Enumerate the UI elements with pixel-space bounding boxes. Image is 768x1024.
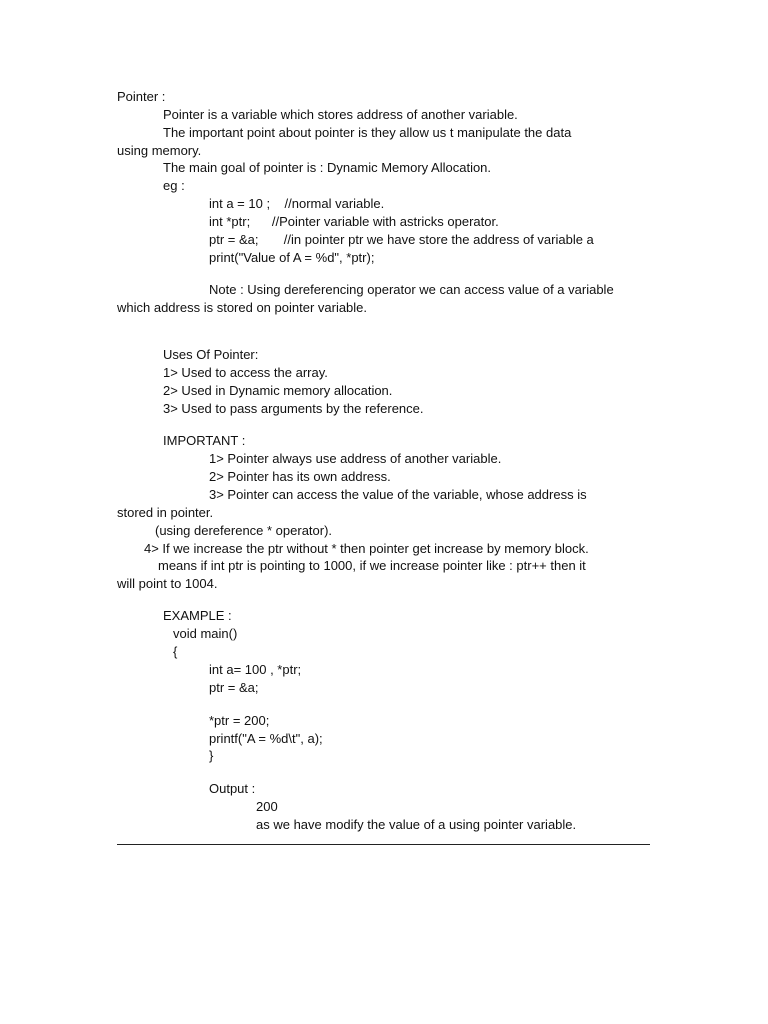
horizontal-rule: [117, 844, 650, 845]
list-item: 4> If we increase the ptr without * then pointer get increase by memory block.: [144, 541, 589, 556]
code-line: *ptr = 200;: [209, 713, 270, 728]
heading-pointer: Pointer :: [117, 89, 166, 104]
code-line: {: [173, 644, 178, 659]
code-line: void main(): [173, 626, 238, 641]
text-line: The main goal of pointer is : Dynamic Memory Allocation.: [163, 160, 492, 175]
output-value: 200: [256, 799, 278, 814]
list-item: will point to 1004.: [117, 576, 218, 591]
list-item: 2> Pointer has its own address.: [209, 469, 391, 484]
text-line: Pointer is a variable which stores address of another variable.: [163, 107, 518, 122]
heading-uses: Uses Of Pointer:: [163, 347, 259, 362]
code-line: ptr = &a;: [209, 680, 259, 695]
text-line: eg :: [163, 178, 185, 193]
code-line: printf("A = %d\t", a);: [209, 731, 323, 746]
code-line: int *ptr; //Pointer variable with astricks operator.: [209, 214, 499, 229]
code-line: int a= 100 , *ptr;: [209, 662, 302, 677]
note-line: which address is stored on pointer variable.: [117, 300, 368, 315]
list-item: stored in pointer.: [117, 505, 214, 520]
list-item: (using dereference * operator).: [155, 523, 333, 538]
text-line: using memory.: [117, 143, 202, 158]
list-item: 3> Used to pass arguments by the reference.: [163, 401, 424, 416]
code-line: int a = 10 ; //normal variable.: [209, 196, 385, 211]
output-label: Output :: [209, 781, 256, 796]
list-item: 1> Pointer always use address of another variable.: [209, 451, 502, 466]
code-line: ptr = &a; //in pointer ptr we have store the address of variable a: [209, 232, 594, 247]
code-line: print("Value of A = %d", *ptr);: [209, 250, 375, 265]
list-item: means if int ptr is pointing to 1000, if we increase pointer like : ptr++ then it: [158, 558, 586, 573]
heading-example: EXAMPLE :: [163, 608, 232, 623]
list-item: 1> Used to access the array.: [163, 365, 328, 380]
text-line: The important point about pointer is they allow us t manipulate the data: [163, 125, 572, 140]
list-item: 3> Pointer can access the value of the variable, whose address is: [209, 487, 587, 502]
code-line: }: [209, 748, 214, 763]
output-note: as we have modify the value of a using pointer variable.: [256, 817, 577, 832]
list-item: 2> Used in Dynamic memory allocation.: [163, 383, 393, 398]
note-line: Note : Using dereferencing operator we can access value of a variable: [209, 282, 614, 297]
heading-important: IMPORTANT :: [163, 433, 246, 448]
